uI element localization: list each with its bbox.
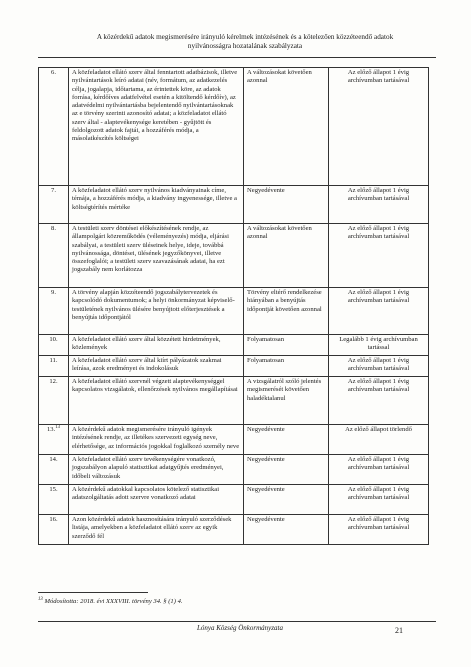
footnote-rule	[38, 592, 148, 593]
row-archiving: Az előző állapot 1 évig archívumban tartásával	[329, 455, 429, 485]
row-number: 15.	[39, 485, 69, 515]
row-archiving: Az előző állapot 1 évig archívumban tartásával	[329, 288, 429, 335]
row-number: 6.	[39, 68, 69, 186]
row-archiving: Az előző állapot 1 évig archívumban tartásával	[329, 515, 429, 545]
row-frequency: Törvény eltérő rendelkezése hiányában a benyújtás időpontját követően azonnal	[244, 288, 329, 335]
table-row	[39, 425, 429, 455]
row-frequency: A változásokat követően azonnal	[244, 68, 329, 186]
table-row	[39, 335, 429, 356]
row-frequency: A változásokat követően azonnal	[244, 224, 329, 288]
table-row	[39, 68, 429, 186]
page-header	[60, 33, 430, 50]
data-table	[38, 67, 429, 545]
footnote-mark: 13	[38, 596, 43, 602]
table-row	[39, 224, 429, 288]
row-description: A közfeladatot ellátó szerv által közzétett hirdetmények, közlemények	[69, 335, 244, 356]
row-description: Azon közérdekű adatok hasznosítására irányuló szerződések listája, amelyekben a közfeladatot ellátó szerv az egyik szerződő fél	[69, 515, 244, 545]
row-description: A közfeladatot ellátó szerv által kiírt pályázatok szakmai leírása, azok eredményei és indokolásuk	[69, 356, 244, 377]
row-number: 13.	[46, 426, 56, 433]
row-number: 11.	[39, 356, 69, 377]
footer-municipality: Lónya Község Önkormányzata	[197, 624, 283, 632]
row-archiving: Az előző állapot 1 évig archívumban tartásával	[329, 68, 429, 186]
row-number: 10.	[39, 335, 69, 356]
header-line-2: nyilvánosságra hozatalának szabályzata	[187, 41, 303, 50]
row-frequency: Negyedévente	[244, 425, 329, 455]
row-description: A törvény alapján közzéteendő jogszabálytervezetek és kapcsolódó dokumentumok; a helyi önkormányzat képviselő-testületének nyilvános ülésére benyújtott előterjesztések a benyújtás időpontjától	[69, 288, 244, 335]
row-number: 14.	[39, 455, 69, 485]
footer-rule	[38, 621, 436, 622]
row-number: 7.	[39, 186, 69, 224]
row-number: 8.	[39, 224, 69, 288]
row-archiving: Az előző állapot 1 évig archívumban tartásával	[329, 377, 429, 425]
footnote-text: Módosította: 2018. évi XXXVIII. törvény 34. § (1) 4.	[44, 598, 183, 605]
row-frequency: A vizsgálatról szóló jelentés megismerését követően haladéktalanul	[244, 377, 329, 425]
footnote-reference: 13	[55, 424, 61, 430]
row-frequency: Negyedévente	[244, 455, 329, 485]
row-archiving: Az előző állapot 1 évig archívumban tartásával	[329, 186, 429, 224]
row-frequency: Folyamatosan	[244, 335, 329, 356]
row-description: A közfeladatot ellátó szerv nyilvános kiadványainak címe, témája, a hozzáférés módja, a kiadvány ingyenessége, illetve a költségtérítés mértéke	[69, 186, 244, 224]
table-row	[39, 356, 429, 377]
table-row	[39, 377, 429, 425]
row-number-cell	[39, 425, 69, 455]
row-description: A közfeladatot ellátó szerv tevékenységére vonatkozó, jogszabályon alapuló statisztikai adatgyűjtés eredményei, időbeli változásuk	[69, 455, 244, 485]
row-archiving: Az előző állapot törlendő	[329, 425, 429, 455]
row-frequency: Negyedévente	[244, 515, 329, 545]
row-frequency: Folyamatosan	[244, 356, 329, 377]
row-archiving: Az előző állapot 1 évig archívumban tartásával	[329, 485, 429, 515]
table-row	[39, 288, 429, 335]
table-row	[39, 455, 429, 485]
row-description: A közfeladatot ellátó szerv által fenntartott adatbázisok, illetve nyilvántartások leíró adatai (név, formátum, az adatkezelés célja, jogalapja, időtartama, az érintettek köre, az adatok forrása, kérdőíves adatfelvétel esetén a kitöltendő kérdőív), az adatvédelmi nyilvántartásba bejelentendő nyilvántartásoknak az e törvény szerinti azonosító adatai; a közfeladatot ellátó szerv által - alaptevékenysége keretében - gyűjtött és feldolgozott adatok fajtái, a hozzáférés módja, a másolatkészítés költségei	[69, 68, 244, 186]
row-description: A közfeladatot ellátó szervnél végzett alaptevékenységgel kapcsolatos vizsgálatok, ellenőrzések nyilvános megállapításai	[69, 377, 244, 425]
page-number: 21	[395, 626, 403, 635]
row-description: A közérdekű adatokkal kapcsolatos kötelező statisztikai adatszolgáltatás adott szervre vonatkozó adatai	[69, 485, 244, 515]
header-line-1: A közérdekű adatok megismerésére irányuló kérelmek intézésének és a kötelezően közzéteendő adatok	[96, 33, 394, 41]
footnote	[38, 598, 338, 606]
row-number: 9.	[39, 288, 69, 335]
row-number: 12.	[39, 377, 69, 425]
table-row	[39, 515, 429, 545]
table-row	[39, 485, 429, 515]
row-archiving: Az előző állapot 1 évig archívumban tartásával	[329, 356, 429, 377]
header-rule	[38, 57, 436, 58]
row-frequency: Negyedévente	[244, 485, 329, 515]
row-archiving: Legalább 1 évig archívumban tartással	[329, 335, 429, 356]
row-description: A közérdekű adatok megismerésére irányuló igények intézésének rendje, az illetékes szervezeti egység neve, elérhetősége, az információs jogokkal foglalkozó személy neve	[69, 425, 244, 455]
row-number: 16.	[39, 515, 69, 545]
row-description: A testületi szerv döntései előkészítésének rendje, az állampolgári közreműködés (véleményezés) módja, eljárási szabályai, a testületi szerv üléseinek helye, ideje, továbbá nyilvánossága, döntései, ülésének jegyzőkönyvei, illetve összefoglalói; a testületi szerv szavazásának adatai, ha ezt jogszabály nem korlátozza	[69, 224, 244, 288]
row-archiving: Az előző állapot 1 évig archívumban tartásával	[329, 224, 429, 288]
row-frequency: Negyedévente	[244, 186, 329, 224]
table-row	[39, 186, 429, 224]
